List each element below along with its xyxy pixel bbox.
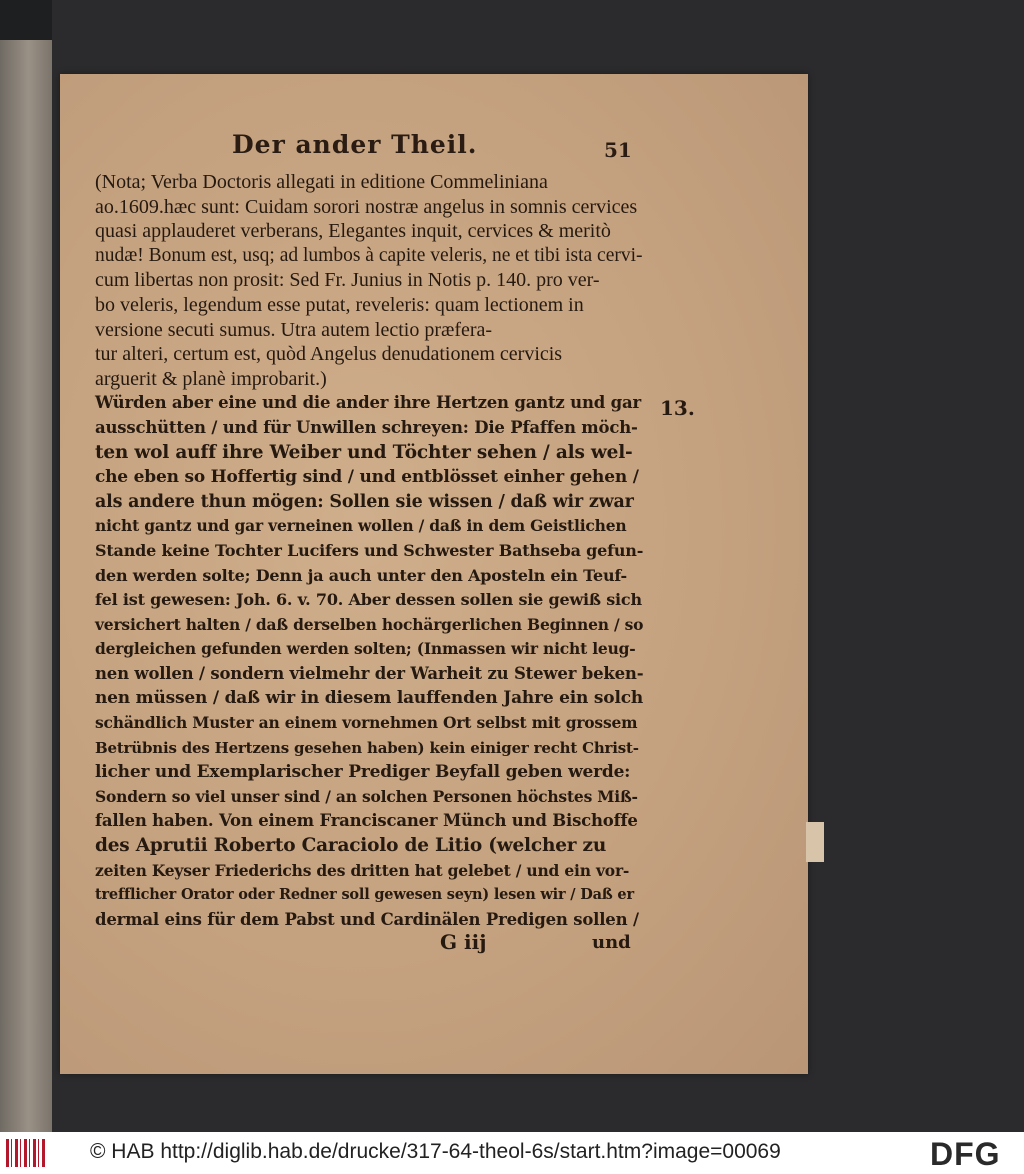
text-line: quasi applauderet verberans, Elegantes inquit, cervices & meritò	[95, 220, 611, 243]
text-line: fel ist gewesen: Joh. 6. v. 70. Aber dessen sollen sie gewiß sich	[95, 590, 642, 610]
running-head: Der ander Theil.	[232, 130, 478, 159]
text-line: ten wol auff ihre Weiber und Töchter sehen / als wel-	[95, 441, 633, 463]
text-line: licher und Exemplarischer Prediger Beyfall geben werde:	[95, 762, 631, 783]
signature-mark: G iij	[440, 930, 487, 954]
text-line: trefflicher Orator oder Redner soll gewesen seyn) lesen wir / Daß er	[95, 886, 634, 904]
text-line: dergleichen gefunden werden solten; (Inmassen wir nicht leug-	[95, 639, 636, 659]
text-line: che eben so Hoffertig sind / und entblösset einher gehen /	[95, 467, 639, 488]
text-line: Stande keine Tochter Lucifers und Schwester Bathseba gefun-	[95, 540, 644, 560]
text-line: ao.1609.hæc sunt: Cuidam sorori nostræ angelus in somnis cervices	[95, 195, 638, 218]
page-tab	[806, 822, 824, 862]
dfg-logo: DFG	[930, 1136, 1001, 1172]
text-line: nen wollen / sondern vielmehr der Warheit zu Stewer beken-	[95, 663, 644, 683]
text-line: fallen haben. Von einem Franciscaner Münch und Bischoffe	[95, 811, 638, 831]
footer-bar	[0, 1132, 1024, 1174]
catchword: und	[592, 932, 631, 953]
text-line: Würden aber eine und die ander ihre Hertzen gantz und gar	[95, 393, 641, 413]
text-line: bo veleris, legendum esse putat, reveleris: quam lectionem in	[95, 293, 584, 316]
text-line: arguerit & planè improbarit.)	[95, 367, 327, 390]
text-line: den werden solte; Denn ja auch unter den Aposteln ein Teuf-	[95, 565, 627, 585]
page-text	[95, 170, 644, 932]
text-line: dermal eins für dem Pabst und Cardinälen Predigen sollen /	[95, 909, 639, 929]
text-line: cum libertas non prosit: Sed Fr. Junius in Notis p. 140. pro ver-	[95, 269, 600, 292]
text-line: zeiten Keyser Friederichs des dritten hat gelebet / und ein vor-	[95, 860, 630, 880]
text-line: tur alteri, certum est, quòd Angelus denudationem cervicis	[95, 343, 563, 366]
text-line: des Aprutii Roberto Caraciolo de Litio (welcher zu	[95, 835, 607, 857]
text-line: versichert halten / daß derselben hochärgerlichen Beginnen / so	[95, 614, 644, 634]
facing-page-edge	[0, 40, 52, 1132]
text-line: Sondern so viel unser sind / an solchen Personen höchstes Miß-	[95, 786, 638, 806]
text-line: nudæ! Bonum est, usq; ad lumbos à capite veleris, ne et tibi ista cervi-	[95, 244, 643, 266]
text-line: Betrübnis des Hertzens gesehen haben) kein einiger recht Christ-	[95, 738, 639, 757]
text-line: (Nota; Verba Doctoris allegati in editione Commeliniana	[95, 171, 548, 193]
source-url[interactable]: © HAB http://diglib.hab.de/drucke/317-64-theol-6s/start.htm?image=00069	[90, 1140, 781, 1163]
text-line: nen müssen / daß wir in diesem lauffenden Jahre ein solch	[95, 688, 644, 709]
margin-note: 13.	[660, 396, 695, 420]
text-line: ausschütten / und für Unwillen schreyen: Die Pfaffen möch-	[95, 417, 638, 437]
text-line: nicht gantz und gar verneinen wollen / daß in dem Geistlichen	[95, 516, 627, 536]
barcode-icon	[6, 1139, 46, 1167]
text-line: als andere thun mögen: Sollen sie wissen / daß wir zwar	[95, 491, 634, 512]
text-line: versione secuti sumus. Utra autem lectio præfera-	[95, 318, 493, 341]
text-line: schändlich Muster an einem vornehmen Ort selbst mit grossem	[95, 713, 638, 733]
page-number: 51	[604, 138, 632, 162]
